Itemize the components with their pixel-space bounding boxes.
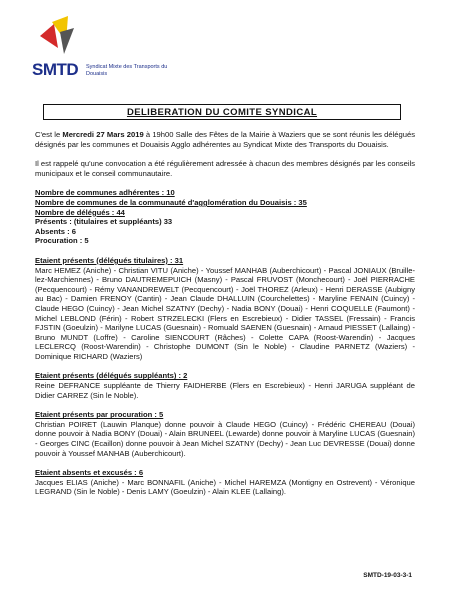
stat-communes: Nombre de communes adhérentes : 10 [35,188,175,198]
stat-absents: Absents : 6 [35,226,76,236]
intro-prefix: C'est le [35,130,63,139]
logo-subtitle: Syndicat Mixte des Transports du Douaisis [86,64,168,77]
meeting-date: Mercredi 27 Mars 2019 [62,130,144,139]
stat-communaute: Nombre de communes de la communauté d'agglomération du Douaisis : 35 [35,197,307,207]
titulaires-list: Marc HEMEZ (Aniche) - Christian VITU (Aniche) - Youssef MANHAB (Auberchicourt) - Pascal JONIAUX (Bruille-lez-Marchiennes) - Bruno DAUTREMEPUICH (Masny) - Pascal FRUVOST (Monchecourt) - Joël PIERRACHE (Pecquencourt) - Rémy VANANDREWELT (Pecquencourt) - Joël THOREZ (Arleux) - Henri DERASSE (Aubigny au Bac) - Damien FRENOY (Cantin) - Jean Claude DHALLUIN (Courchelettes) - Maryline FENAIN (Cuincy) - Claude HEGO (Cuincy) - Jean Michel SZATNY (Dechy) - Nadia BONY (Douai) - Henri COQUELLE (Faumont) - Michel LEBLOND (Férin) - Robert STRZELECKI (Flers en Escrebieux) - Didier TASSEL (Fressain) - Francis FJSTIN (Goeulzin) - Marilyne LUCAS (Guesnain) - Romuald SAENEN (Guesnain) - Arnaud PIESSET (Lallaing) - Bruno MUNDT (Loffre) - Caroline SIENCOURT (Râches) - Colette CAPA (Roost-Warendin) - Jacques LECLERCQ (Roost-Warendin) - Christophe DUMONT (Sin le Noble) - Claudine PARNETZ (Waziers) - Dominique RICHARD (Waziers) [35,265,415,361]
intro-paragraph [35,130,415,149]
procurations-list: Christian POIRET (Lauwin Planque) donne pouvoir à Claude HEGO (Cuincy) - Frédéric CHEREAU (Douai) donne pouvoir à Nadia BONY (Douai) - Alain BRUNEEL (Lewarde) donne pouvoir à Maryline LUCAS (Guesnain) - Georges CINC (Ecaillon) donne pouvoir à Jean Michel SZATNY (Dechy) - Jean Luc DEVRESSE (Douai) donne pouvoir à Youssef MANHAB (Auberchicourt). [35,419,415,458]
convocation-reminder: Il est rappelé qu'une convocation a été régulièrement adressée à chacun des membres désignés par les conseils municipaux et le conseil communautaire. [35,159,415,178]
smtd-logo [30,14,170,82]
document-body [35,130,415,497]
suppleants-list: Reine DEFRANCE suppléante de Thierry FAIDHERBE (Flers en Escrebieux) - Henri JARUGA suppléant de Didier CARREZ (Sin le Noble). [35,381,415,400]
stat-delegues: Nombre de délégués : 44 [35,207,125,217]
logo-acronym: SMTD [32,60,79,79]
suppleants-heading: Etaient présents (délégués suppléants) : 2 [35,371,188,381]
document-title: DELIBERATION DU COMITE SYNDICAL [43,104,401,120]
absents-heading: Etaient absents et excusés : 6 [35,468,144,478]
procurations-heading: Etaient présents par procuration : 5 [35,410,164,420]
intro-rest: à 19h00 Salle des Fêtes de la Mairie à Waziers que se sont réunis les délégués désignés par les communes et Douaisis Agglo adhérentes au Syndicat Mixte des Transports du Douaisis. [35,130,415,149]
absents-list: Jacques ELIAS (Aniche) - Marc BONNAFIL (Aniche) - Michel HAREMZA (Montigny en Ostrevent) - Véronique LEGRAND (Sin le Noble) - Denis LAMY (Goeulzin) - Alain KLEE (Lallaing). [35,477,415,497]
document-reference: SMTD-19-03-3-1 [363,572,412,579]
stat-presents: Présents : (titulaires et suppléants) 33 [35,217,173,227]
stat-procuration: Procuration : 5 [35,236,89,246]
titulaires-heading: Etaient présents (délégués titulaires) : 31 [35,255,184,265]
